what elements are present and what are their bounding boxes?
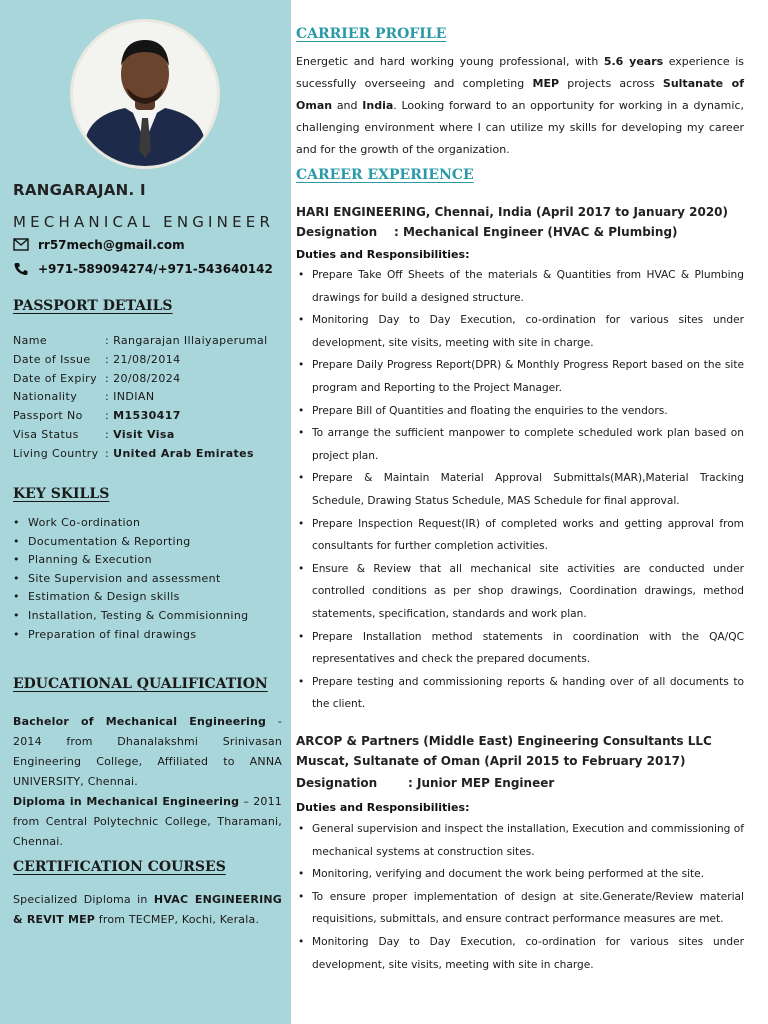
passport-row: Name : Rangarajan Illaiyaperumal [13, 334, 268, 353]
duty-text: Prepare testing and commissioning reports & handing over of all documents to the client. [312, 675, 744, 711]
designation-value: Mechanical Engineer (HVAC & Plumbing) [402, 225, 678, 239]
duty-text: Prepare & Maintain Material Approval Submittals(MAR),Material Tracking Schedule, Drawing Status Schedule, MAS Schedule for final approval. [312, 472, 744, 507]
passport-label: Nationality [13, 390, 78, 404]
profile-india: India [362, 99, 394, 112]
profile-mep: MEP [532, 77, 560, 90]
duty-item: • Prepare Daily Progress Report(DPR) & Monthly Progress Report based on the site program and Reporting to the Project Manager. [296, 354, 744, 399]
duty-text: To ensure proper implementation of design at site.Generate/Review material requisitions, submittals, and ensure contract performance measures are met. [312, 890, 744, 926]
passport-row: Date of Issue : 21/08/2014 [13, 353, 268, 372]
job2-duties-heading: Duties and Responsibilities: [296, 801, 470, 814]
duty-item: • Prepare Bill of Quantities and floating the enquiries to the vendors. [296, 400, 744, 423]
skills-heading: KEY SKILLS [13, 486, 110, 502]
profile-text: Energetic and hard working young professional, with [296, 55, 604, 68]
passport-label: Name [13, 334, 48, 347]
certification-text [13, 890, 282, 930]
profile-text: experience is sucessfully overseeing and completing [296, 55, 744, 90]
passport-row: Living Country : United Arab Emirates [13, 447, 268, 466]
education-heading: EDUCATIONAL QUALIFICATION [13, 676, 268, 692]
designation-value: Junior MEP Engineer [416, 776, 555, 790]
job2-company: ARCOP & Partners (Middle East) Engineering Consultants LLC [296, 734, 712, 748]
duty-item: • Prepare Take Off Sheets of the materials & Quantities from HVAC & Plumbing drawings for build a designed structure. [296, 264, 744, 309]
job1-duties-heading: Duties and Responsibilities: [296, 248, 470, 261]
passport-row: Date of Expiry : 20/08/2024 [13, 372, 268, 391]
passport-row: Passport No : M1530417 [13, 409, 268, 428]
envelope-icon [13, 238, 29, 252]
duty-text: Prepare Installation method statements in coordination with the QA/QC representatives and check the prepared documents. [312, 630, 744, 666]
skill-text: Work Co-ordination [28, 516, 141, 529]
skill-item: • Planning & Execution [13, 553, 248, 572]
email-address[interactable]: rr57mech@gmail.com [38, 238, 185, 252]
cert-prefix: Specialized Diploma in [13, 893, 154, 906]
profile-summary [296, 51, 744, 161]
duty-text: Prepare Bill of Quantities and floating the enquiries to the vendors. [312, 404, 668, 417]
profile-heading: CARRIER PROFILE [296, 26, 447, 42]
duty-text: Monitoring Day to Day Execution, co-ordination for various sites under development, site visits, meeting with site in charge. [312, 314, 744, 349]
passport-heading: PASSPORT DETAILS [13, 298, 173, 314]
skill-item: • Installation, Testing & Commisionning [13, 609, 248, 628]
experience-heading: CAREER EXPERIENCE [296, 167, 474, 183]
skill-text: Preparation of final drawings [28, 627, 197, 641]
duty-text: General supervision and inspect the installation, Execution and commissioning of mechanical systems at construction sites. [312, 823, 744, 858]
passport-value: M1530417 [113, 409, 181, 423]
passport-value: 21/08/2014 [113, 352, 181, 366]
profile-oman: Sultanate of Oman [296, 77, 744, 112]
phone-contact [13, 262, 273, 276]
profile-text: projects across [559, 77, 663, 90]
duty-text: Monitoring, verifying and document the work being performed at the site. [312, 868, 705, 881]
portrait-image [73, 22, 217, 166]
profile-text: . Looking forward to an opportunity for working in a dynamic, challenging environment where I can utilize my skills for developing my career and for the growth of the organization. [296, 99, 744, 156]
passport-row: Nationality : INDIAN [13, 390, 268, 409]
passport-value: Visit Visa [113, 427, 175, 441]
job1-designation: Designation : Mechanical Engineer (HVAC & Plumbing) [296, 225, 678, 239]
passport-label: Passport No [13, 409, 83, 423]
skill-item: • Documentation & Reporting [13, 535, 248, 554]
job1-duties-list [296, 264, 744, 716]
duty-item: • General supervision and inspect the installation, Execution and commissioning of mechanical systems at construction sites. [296, 818, 744, 863]
email-contact [13, 238, 185, 252]
duty-text: Ensure & Review that all mechanical site activities are conducted under controlled conditions as per shop drawings, Coordination drawings, method statements, specification, standards and work plan. [312, 562, 744, 620]
candidate-name: RANGARAJAN. I [13, 181, 146, 199]
degree-bachelor: Bachelor of Mechanical Engineering [13, 715, 267, 728]
duty-item: • Monitoring Day to Day Execution, co-ordination for various sites under development, site visits, meeting with site in charge. [296, 309, 744, 354]
degree-bachelor-details: - 2014 from Dhanalakshmi Srinivasan Engineering College, Affiliated to ANNA UNIVERSITY, Chennai. [13, 715, 282, 788]
cert-course: HVAC ENGINEERING & REVIT MEP [13, 893, 282, 926]
skill-text: Documentation & Reporting [28, 534, 191, 548]
passport-label: Living Country [13, 446, 99, 460]
job2-location: Muscat, Sultanate of Oman (April 2015 to February 2017) [296, 754, 686, 768]
passport-value: Rangarajan Illaiyaperumal [113, 334, 268, 347]
duty-text: Prepare Take Off Sheets of the materials & Quantities from HVAC & Plumbing drawings for build a designed structure. [312, 269, 744, 304]
duty-text: Prepare Daily Progress Report(DPR) & Monthly Progress Report based on the site program and Reporting to the Project Manager. [312, 359, 744, 394]
skill-text: Installation, Testing & Commisionning [28, 608, 249, 622]
certification-heading: CERTIFICATION COURSES [13, 859, 226, 875]
skill-text: Estimation & Design skills [28, 590, 180, 604]
profile-text: and [332, 99, 363, 112]
duty-item: • Monitoring Day to Day Execution, co-ordination for various sites under development, site visits, meeting with site in charge. [296, 931, 744, 976]
skill-item: • Estimation & Design skills [13, 590, 248, 609]
passport-value: 20/08/2024 [113, 371, 181, 385]
profile-photo [70, 19, 220, 169]
skill-text: Site Supervision and assessment [28, 571, 221, 585]
profile-years: 5.6 years [603, 55, 664, 68]
passport-label: Visa Status [13, 427, 79, 441]
job2-designation: Designation : Junior MEP Engineer [296, 776, 555, 790]
duty-item: • To ensure proper implementation of design at site.Generate/Review material requisitions, submittals, and ensure contract performance measures are met. [296, 886, 744, 931]
duty-item: • Prepare & Maintain Material Approval Submittals(MAR),Material Tracking Schedule, Drawing Status Schedule, MAS Schedule for final approval. [296, 467, 744, 512]
passport-row: Visa Status : Visit Visa [13, 428, 268, 447]
passport-value: INDIAN [113, 390, 155, 404]
duty-text: Prepare Inspection Request(IR) of completed works and getting approval from consultants for further completion activities. [312, 517, 744, 553]
passport-value: United Arab Emirates [113, 446, 254, 460]
skills-list [13, 516, 248, 646]
degree-diploma: Diploma in Mechanical Engineering [13, 795, 240, 808]
designation-label: Designation [296, 776, 378, 790]
job1-company: HARI ENGINEERING, Chennai, India (April 2017 to January 2020) [296, 205, 729, 219]
duty-text: Monitoring Day to Day Execution, co-ordination for various sites under development, site visits, meeting with site in charge. [312, 935, 744, 971]
designation-label: Designation [296, 225, 378, 239]
passport-details [13, 334, 268, 466]
passport-label: Date of Issue [13, 352, 91, 366]
duty-item: • Prepare Installation method statements in coordination with the QA/QC representatives and check the prepared documents. [296, 626, 744, 671]
skill-item: • Preparation of final drawings [13, 628, 248, 647]
phone-numbers[interactable]: +971-589094274/+971-543640142 [38, 262, 273, 276]
main-content [291, 0, 768, 1024]
skill-text: Planning & Execution [28, 553, 152, 567]
education-text [13, 712, 282, 852]
duty-text: To arrange the sufficient manpower to complete scheduled work plan based on project plan. [312, 427, 744, 462]
duty-item: • Monitoring, verifying and document the work being performed at the site. [296, 863, 744, 886]
skill-item: • Work Co-ordination [13, 516, 248, 535]
duty-item: • Ensure & Review that all mechanical site activities are conducted under controlled conditions as per shop drawings, Coordination drawings, method statements, specification, standards and work plan. [296, 558, 744, 626]
duty-item: • Prepare testing and commissioning reports & handing over of all documents to the client. [296, 671, 744, 716]
duty-item: • Prepare Inspection Request(IR) of completed works and getting approval from consultants for further completion activities. [296, 513, 744, 558]
cert-suffix: from TECMEP, Kochi, Kerala. [95, 913, 260, 926]
passport-label: Date of Expiry [13, 371, 98, 385]
sidebar [0, 0, 291, 1024]
duty-item: • To arrange the sufficient manpower to complete scheduled work plan based on project plan. [296, 422, 744, 467]
phone-icon [13, 262, 29, 276]
job2-duties-list [296, 818, 744, 976]
skill-item: • Site Supervision and assessment [13, 572, 248, 591]
degree-diploma-details: – 2011 from Central Polytechnic College, Tharamani, Chennai. [13, 795, 282, 848]
job-title: MECHANICAL ENGINEER [13, 213, 275, 231]
